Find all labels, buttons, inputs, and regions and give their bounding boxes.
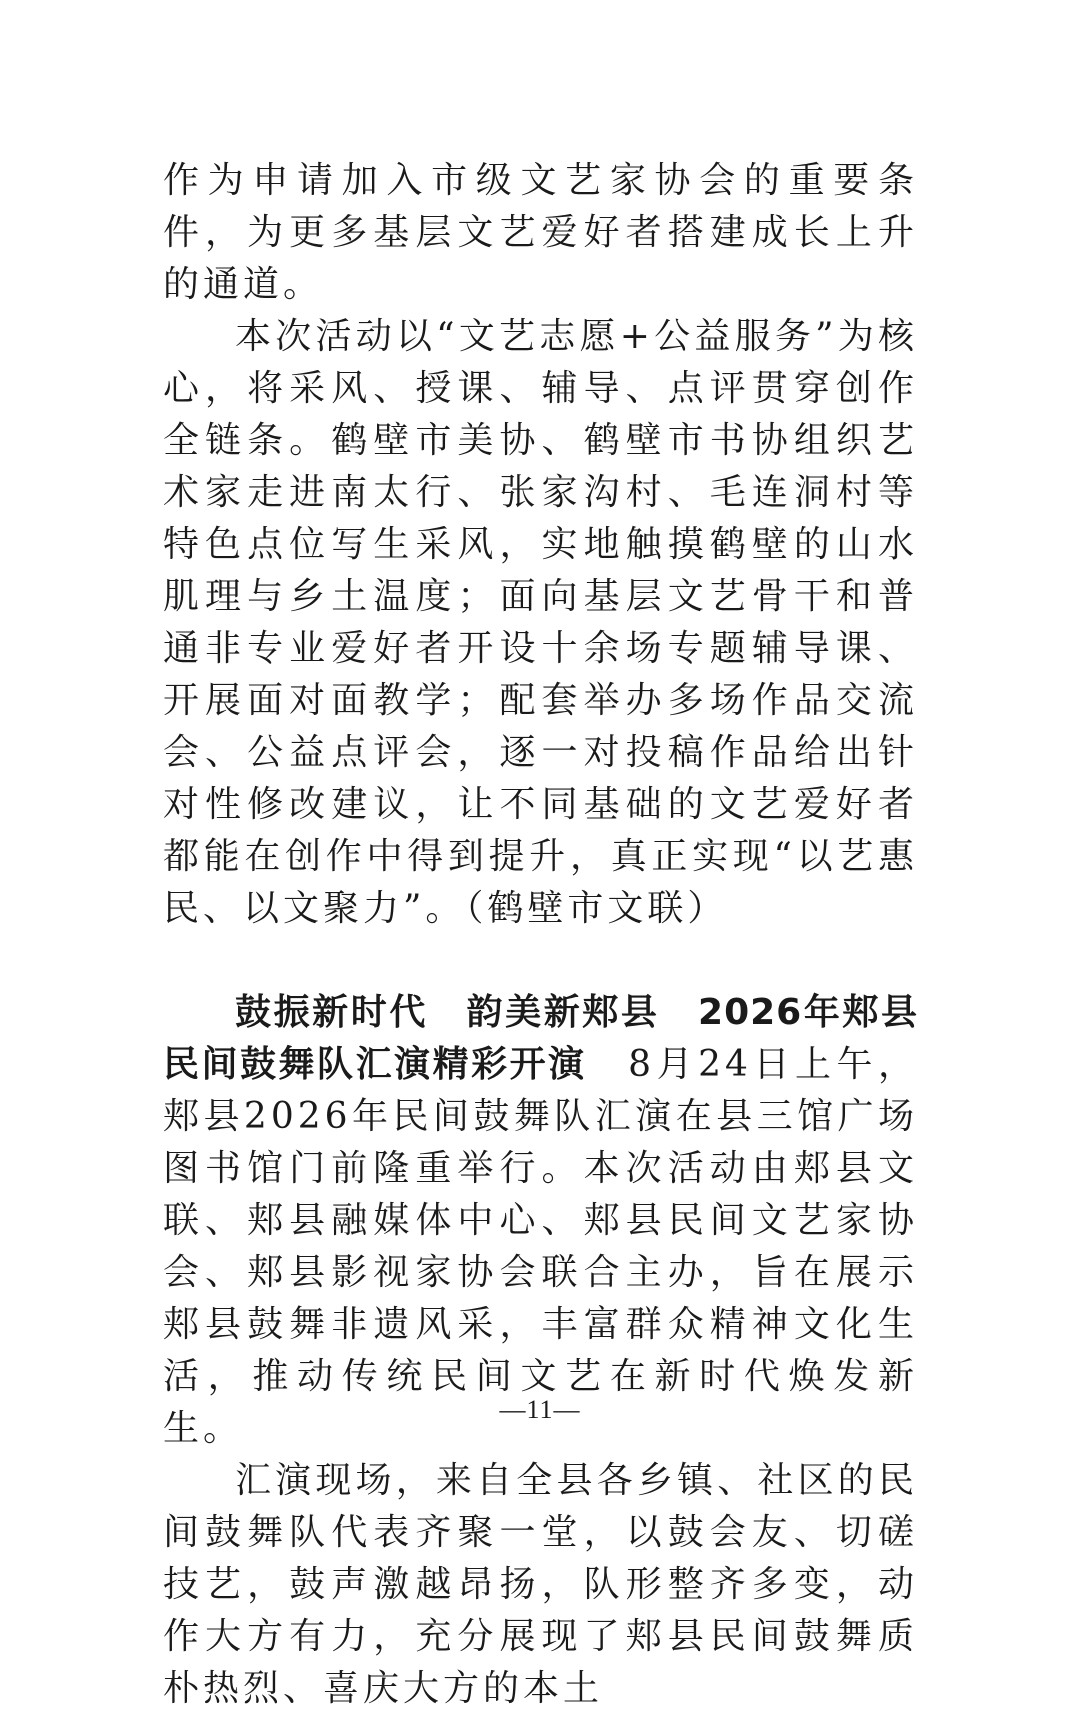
article-body-paragraph: 汇演现场，来自全县各乡镇、社区的民间鼓舞队代表齐聚一堂，以鼓会友、切磋技艺，鼓声激越昂扬，队形整齐多变，动作大方有力，充分展现了郏县民间鼓舞质朴热烈、喜庆大方的本土 (163, 1460, 918, 1709)
document-body (163, 155, 918, 1715)
page-number: —11— (499, 1395, 581, 1424)
paragraph-continuation: 作为申请加入市级文艺家协会的重要条件，为更多基层文艺爱好者搭建成长上升的通道。 (163, 160, 918, 305)
article-lead-paragraph (163, 987, 918, 1455)
paragraph-activity-summary: 本次活动以“文艺志愿+公益服务”为核心，将采风、授课、辅导、点评贯穿创作全链条。鹤壁市美协、鹤壁市书协组织艺术家走进南太行、张家沟村、毛连洞村等特色点位写生采风，实地触摸鹤壁的山水肌理与乡土温度；面向基层文艺骨干和普通非专业爱好者开设十余场专题辅导课、开展面对面教学；配套举办多场作品交流会、公益点评会，逐一对投稿作品给出针对性修改建议，让不同基础的文艺爱好者都能在创作中得到提升，真正实现“以艺惠民、以文聚力”。（鹤壁市文联） (163, 316, 918, 929)
section-spacer (163, 935, 918, 987)
article-headline: 鼓振新时代 韵美新郏县 2026年郏县民间鼓舞队汇演精彩开演 (163, 992, 918, 1085)
article-lead-text: 8月24日上午，郏县2026年民间鼓舞队汇演在县三馆广场图书馆门前隆重举行。本次活动由郏县文联、郏县融媒体中心、郏县民间文艺家协会、郏县影视家协会联合主办，旨在展示郏县鼓舞非遗风采，丰富群众精神文化生活，推动传统民间文艺在新时代焕发新生。 (163, 1044, 918, 1449)
